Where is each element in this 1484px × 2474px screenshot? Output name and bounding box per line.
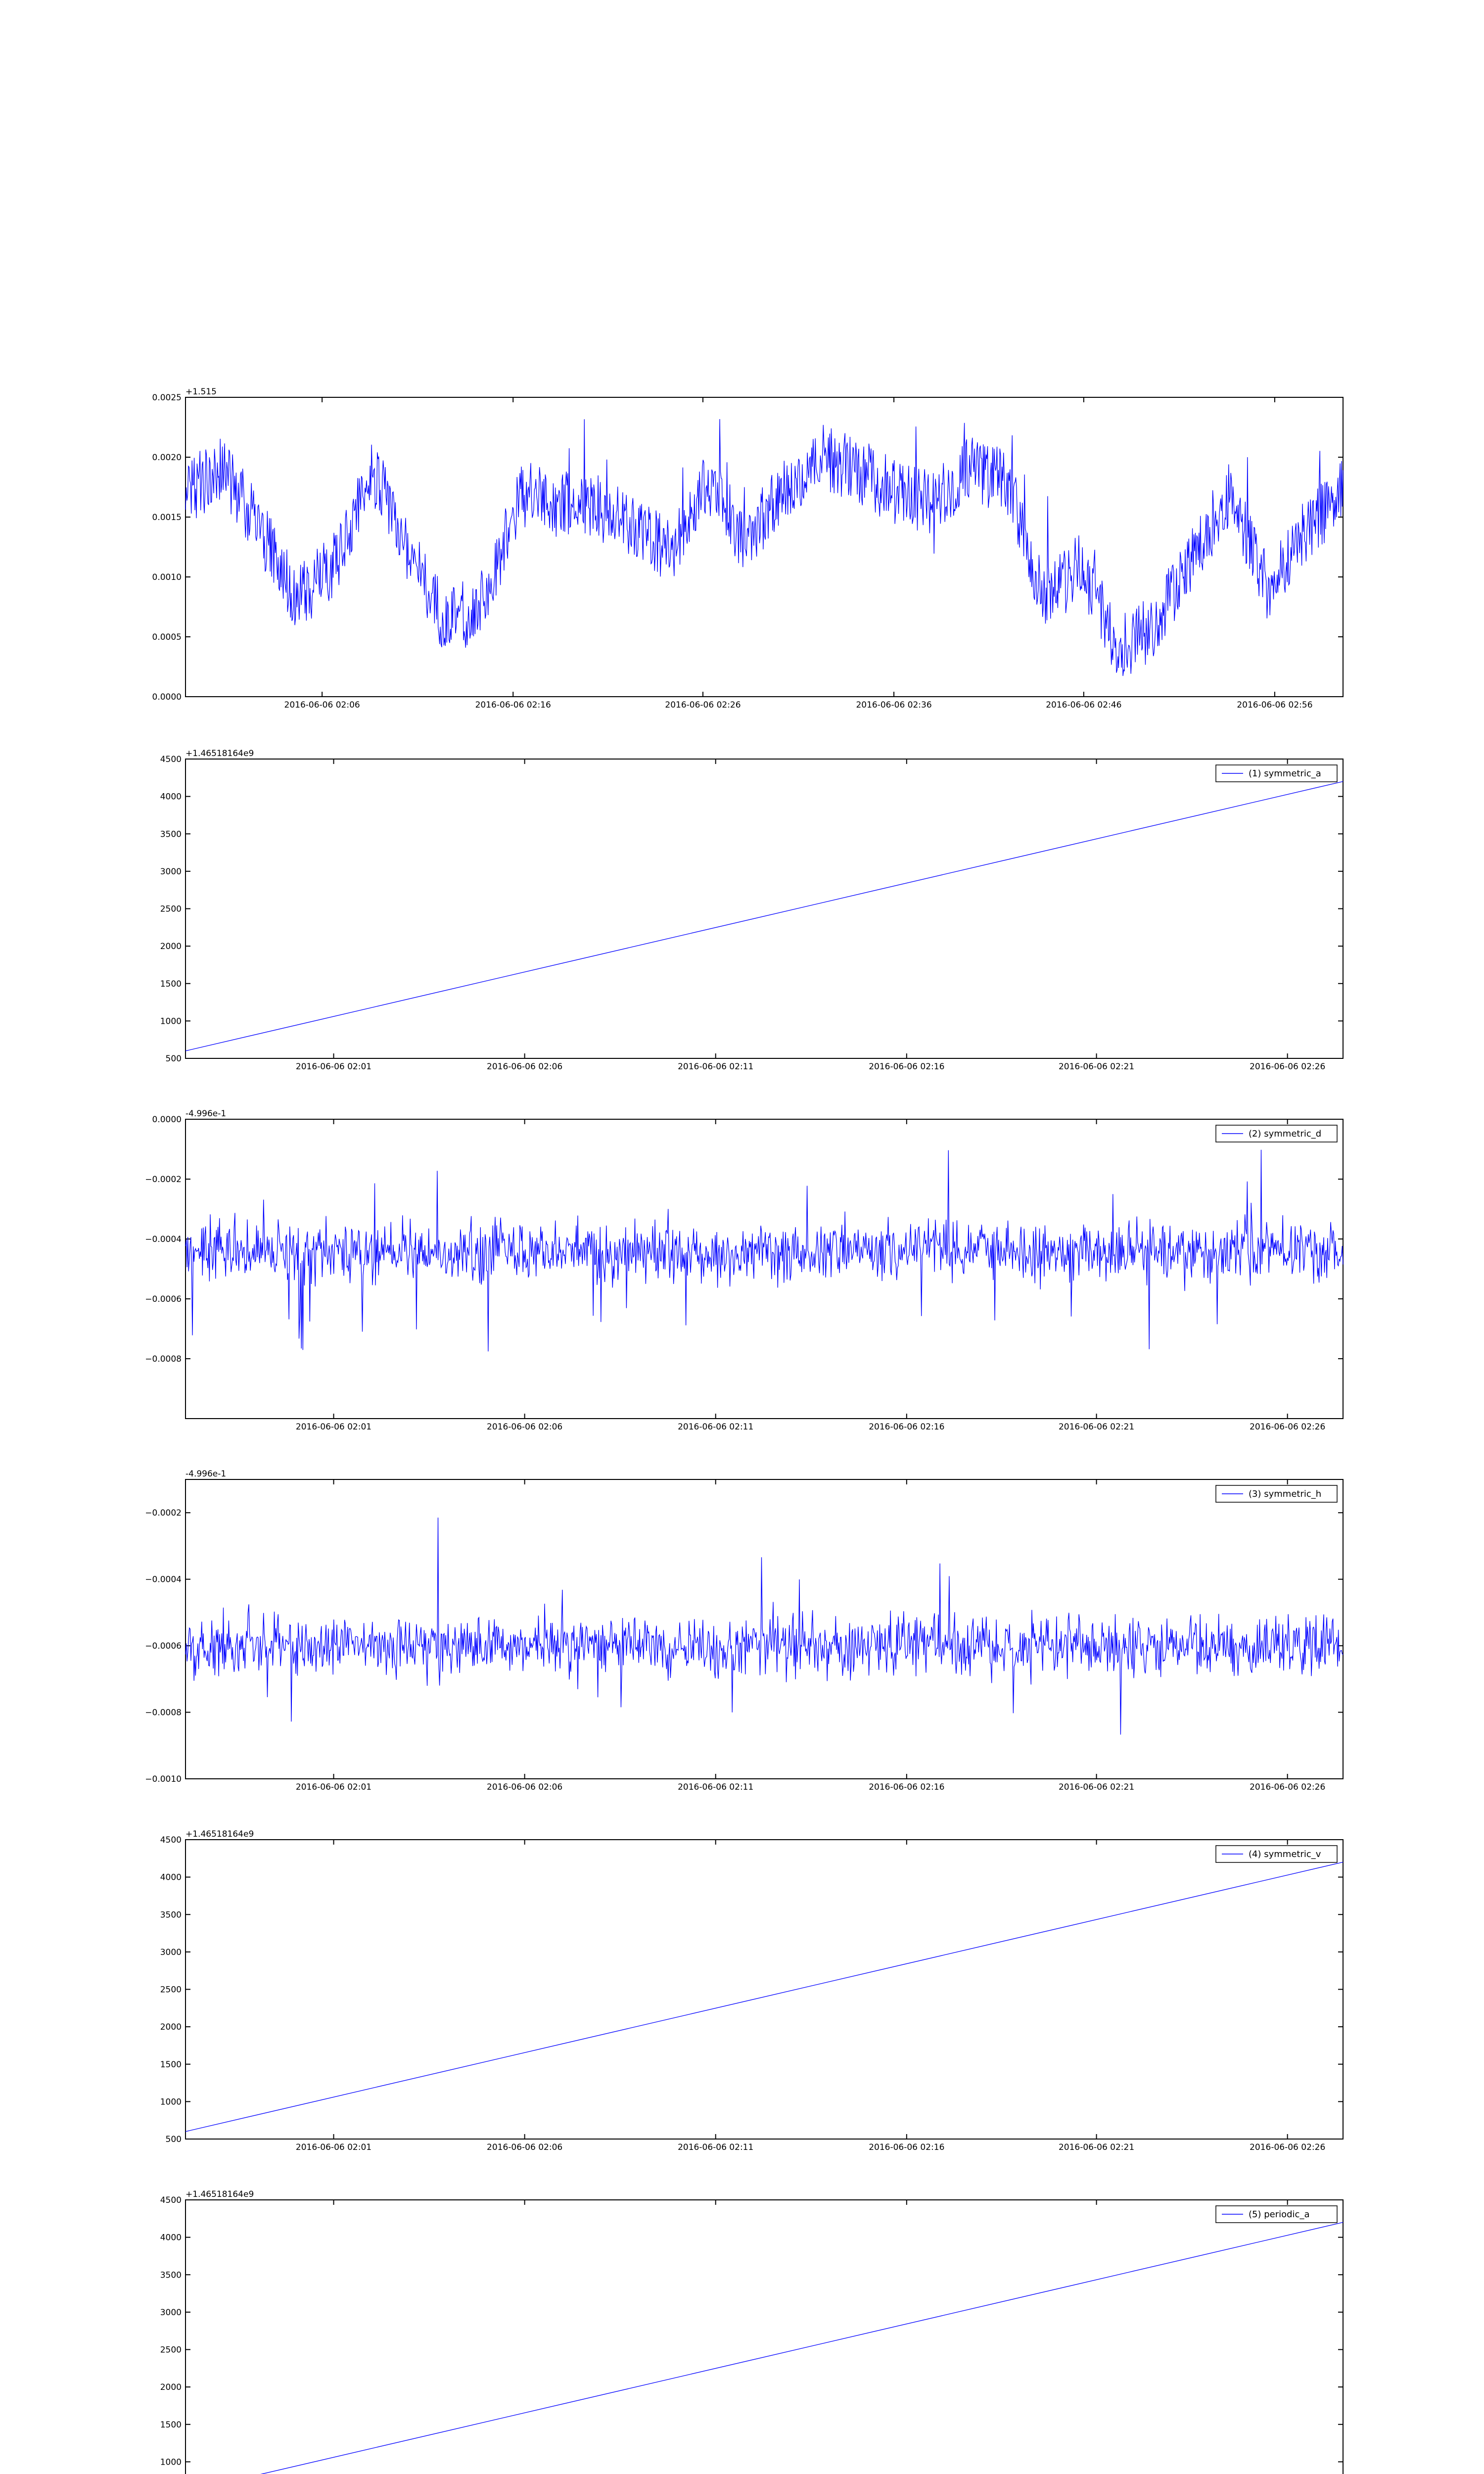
y-tick-label: 1500: [160, 979, 182, 989]
chart-panel-2: [160, 749, 1343, 1072]
x-tick-label: 2016-06-06 02:16: [475, 700, 551, 710]
x-tick-label: 2016-06-06 02:26: [1250, 1422, 1326, 1432]
x-tick-label: 2016-06-06 02:21: [1058, 1062, 1135, 1072]
legend: [1216, 1846, 1337, 1862]
y-tick-label: 0.0005: [152, 632, 182, 642]
y-tick-label: 4000: [160, 2233, 182, 2243]
y-tick-label: 0.0025: [152, 393, 182, 403]
y-tick-label: 2500: [160, 904, 182, 914]
y-tick-label: 0.0010: [152, 572, 182, 582]
legend-label: (3) symmetric_h: [1249, 1489, 1322, 1499]
y-tick-label: 4500: [160, 2195, 182, 2205]
axis-offset-label: +1.515: [186, 387, 217, 397]
chart-panel-1: [152, 387, 1343, 710]
x-tick-label: 2016-06-06 02:01: [295, 2142, 372, 2152]
x-tick-label: 2016-06-06 02:56: [1237, 700, 1313, 710]
x-tick-label: 2016-06-06 02:06: [487, 2142, 563, 2152]
chart-panel-5: [160, 1829, 1343, 2152]
axis-offset-label: +1.46518164e9: [186, 1829, 254, 1839]
legend: [1216, 2206, 1337, 2223]
x-tick-label: 2016-06-06 02:11: [678, 1782, 754, 1792]
y-tick-label: 0.0000: [152, 1115, 182, 1125]
x-tick-label: 2016-06-06 02:16: [869, 1782, 945, 1792]
x-tick-label: 2016-06-06 02:26: [1250, 2142, 1326, 2152]
x-tick-label: 2016-06-06 02:11: [678, 1062, 754, 1072]
legend: [1216, 1485, 1337, 1502]
x-tick-label: 2016-06-06 02:06: [487, 1422, 563, 1432]
y-tick-label: 2000: [160, 942, 182, 952]
chart-panel-3: [145, 1109, 1343, 1432]
y-tick-label: 4000: [160, 792, 182, 802]
x-tick-label: 2016-06-06 02:01: [295, 1782, 372, 1792]
y-tick-label: 500: [165, 2135, 182, 2144]
x-tick-label: 2016-06-06 02:11: [678, 1422, 754, 1432]
x-tick-label: 2016-06-06 02:06: [487, 1782, 563, 1792]
y-tick-label: 0.0020: [152, 453, 182, 463]
y-tick-label: 4500: [160, 1835, 182, 1845]
legend-label: (4) symmetric_v: [1249, 1849, 1321, 1859]
y-tick-label: 1000: [160, 2457, 182, 2468]
y-tick-label: 3000: [160, 1947, 182, 1957]
axis-offset-label: +1.46518164e9: [186, 749, 254, 759]
x-tick-label: 2016-06-06 02:26: [1250, 1062, 1326, 1072]
y-tick-label: 2500: [160, 2345, 182, 2355]
x-tick-label: 2016-06-06 02:01: [295, 1422, 372, 1432]
legend: [1216, 765, 1337, 782]
y-tick-label: −0.0002: [145, 1175, 182, 1185]
y-tick-label: −0.0002: [145, 1508, 182, 1519]
y-tick-label: 2500: [160, 1985, 182, 1995]
axis-offset-label: -4.996e-1: [186, 1469, 227, 1479]
y-tick-label: −0.0004: [145, 1574, 182, 1585]
y-tick-label: 2000: [160, 2022, 182, 2033]
y-tick-label: 3500: [160, 2270, 182, 2281]
x-tick-label: 2016-06-06 02:21: [1058, 2142, 1135, 2152]
y-tick-label: 2000: [160, 2382, 182, 2393]
x-tick-label: 2016-06-06 02:06: [284, 700, 360, 710]
legend-label: (1) symmetric_a: [1249, 768, 1321, 779]
y-tick-label: 4000: [160, 1872, 182, 1883]
y-tick-label: 0.0000: [152, 692, 182, 702]
y-tick-label: 3500: [160, 1910, 182, 1920]
x-tick-label: 2016-06-06 02:16: [869, 1422, 945, 1432]
y-tick-label: −0.0006: [145, 1641, 182, 1652]
y-tick-label: 3000: [160, 866, 182, 877]
y-tick-label: −0.0004: [145, 1235, 182, 1244]
x-tick-label: 2016-06-06 02:46: [1046, 700, 1122, 710]
x-tick-label: 2016-06-06 02:26: [665, 700, 741, 710]
axis-offset-label: +1.46518164e9: [186, 2189, 254, 2199]
x-tick-label: 2016-06-06 02:11: [678, 2142, 754, 2152]
plot-frame: [186, 2200, 1343, 2474]
plot-frame: [186, 1479, 1343, 1779]
y-tick-label: 500: [165, 1054, 182, 1064]
y-tick-label: −0.0006: [145, 1294, 182, 1304]
x-tick-label: 2016-06-06 02:21: [1058, 1422, 1135, 1432]
y-tick-label: −0.0008: [145, 1354, 182, 1364]
plot-frame: [186, 397, 1343, 697]
y-tick-label: 3000: [160, 2307, 182, 2318]
y-tick-label: −0.0008: [145, 1708, 182, 1718]
plot-frame: [186, 1119, 1343, 1419]
y-tick-label: −0.0010: [145, 1774, 182, 1784]
x-tick-label: 2016-06-06 02:01: [295, 1062, 372, 1072]
x-tick-label: 2016-06-06 02:16: [869, 2142, 945, 2152]
legend: [1216, 1125, 1337, 1142]
x-tick-label: 2016-06-06 02:36: [856, 700, 932, 710]
x-tick-label: 2016-06-06 02:06: [487, 1062, 563, 1072]
x-tick-label: 2016-06-06 02:26: [1250, 1782, 1326, 1792]
plot-frame: [186, 1840, 1343, 2139]
plot-frame: [186, 759, 1343, 1058]
y-tick-label: 1500: [160, 2420, 182, 2430]
legend-label: (2) symmetric_d: [1249, 1129, 1322, 1139]
y-tick-label: 1000: [160, 1016, 182, 1027]
y-tick-label: 0.0015: [152, 513, 182, 523]
y-tick-label: 1000: [160, 2097, 182, 2107]
chart-panel-4: [145, 1469, 1343, 1792]
axis-offset-label: -4.996e-1: [186, 1109, 227, 1119]
x-tick-label: 2016-06-06 02:16: [869, 1062, 945, 1072]
y-tick-label: 3500: [160, 829, 182, 840]
legend-label: (5) periodic_a: [1249, 2209, 1310, 2220]
y-tick-label: 1500: [160, 2059, 182, 2070]
y-tick-label: 4500: [160, 755, 182, 764]
chart-panel-6: [160, 2189, 1343, 2474]
x-tick-label: 2016-06-06 02:21: [1058, 1782, 1135, 1792]
